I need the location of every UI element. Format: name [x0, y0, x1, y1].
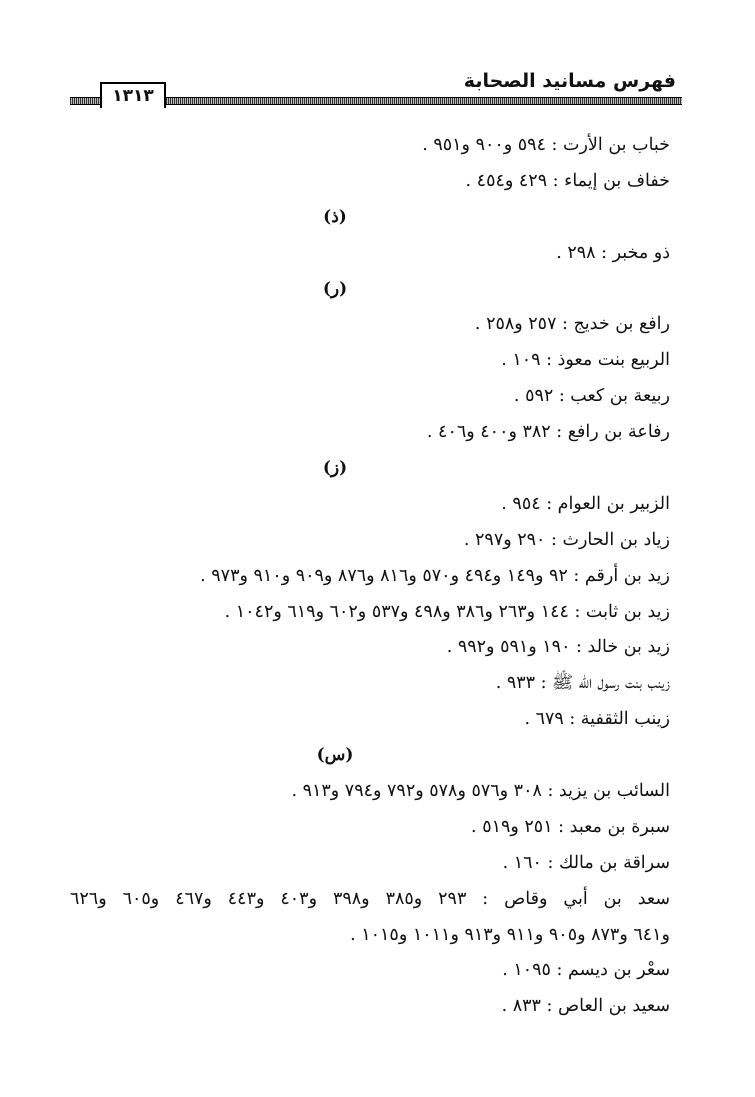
index-entry: ربيعة بن كعب : ٥٩٢ .: [513, 386, 670, 407]
index-entry: رفاعة بن رافع : ٣٨٢ و٤٠٠ و٤٠٦ .: [426, 422, 670, 443]
page-number: ١٣١٣: [100, 82, 166, 108]
index-entry: زيد بن أرقم : ٩٢ و١٤٩ و٤٩٤ و٥٧٠ و٨١٦ و٨٧٦ و٩٠٩ و٩١٠ و٩٧٣ .: [200, 565, 670, 586]
index-entry-continuation: و٦٤١ و٨٧٣ و٩٠٥ و٩١١ و٩١٣ و١٠١١ و١٠١٥ .: [350, 924, 670, 945]
index-entry: سعيد بن العاص : ٨٣٣ .: [501, 996, 670, 1017]
index-entry: سعد بن أبي وقاص : ٢٩٣ و٣٨٥ و٣٩٨ و٤٠٣ و٤٤٣ و٤٦٧ و٦٠٥ و٦٢٦: [70, 888, 671, 909]
section-heading: (ز): [322, 458, 348, 479]
index-entry: الربيع بنت معوذ : ١٠٩ .: [501, 350, 670, 371]
index-entry: زيد بن ثابت : ١٤٤ و٢٦٣ و٣٨٦ و٤٩٨ و٥٣٧ و٦٠٢ و٦١٩ و١٠٤٢ .: [224, 601, 670, 622]
page-header: [70, 62, 682, 112]
index-entry: خفاف بن إيماء : ٤٢٩ و٤٥٤ .: [465, 170, 670, 191]
index-entry: زياد بن الحارث : ٢٩٠ و٢٩٧ .: [463, 529, 670, 550]
running-title: فهرس مسانيد الصحابة: [463, 70, 676, 92]
index-entry: ذو مخبر : ٢٩٨ .: [556, 242, 670, 263]
index-entry: السائب بن يزيد : ٣٠٨ و٥٧٦ و٥٧٨ و٧٩٢ و٧٩٤ و٩١٣ .: [291, 781, 670, 802]
section-heading: (ذ): [323, 206, 347, 227]
index-entry: سعْر بن ديسم : ١٠٩٥ .: [502, 960, 670, 981]
index-entries: [70, 128, 670, 1025]
index-entry: زيد بن خالد : ١٩٠ و٥٩١ و٩٩٢ .: [446, 637, 670, 658]
index-entry: زينب بنت رسول الله ﷺ : ٩٣٣ .: [495, 673, 670, 694]
section-heading: (ر): [322, 278, 348, 299]
section-heading: (س): [316, 745, 354, 766]
index-entry: زينب الثقفية : ٦٧٩ .: [524, 709, 670, 730]
index-entry: الزبير بن العوام : ٩٥٤ .: [501, 493, 670, 514]
index-entry: سراقة بن مالك : ١٦٠ .: [502, 852, 670, 873]
index-entry: خباب بن الأرت : ٥٩٤ و٩٠٠ و٩٥١ .: [422, 135, 670, 155]
index-entry: رافع بن خديج : ٢٥٧ و٢٥٨ .: [474, 314, 670, 335]
index-entry: سبرة بن معبد : ٢٥١ و٥١٩ .: [471, 816, 670, 837]
